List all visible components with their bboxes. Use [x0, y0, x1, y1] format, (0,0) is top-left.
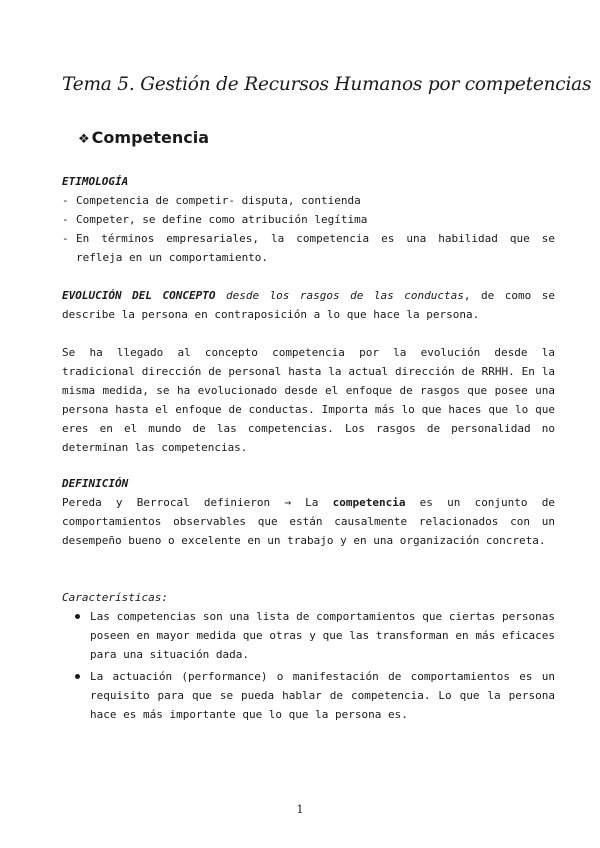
definicion-block — [62, 474, 555, 550]
list-item — [62, 667, 555, 724]
bullet-dot-icon — [75, 674, 80, 679]
list-item-text: Las competencias son una lista de comportamientos que ciertas personas poseen en mayor medida que otras y que las transforman en más eficaces para una situación dada. — [90, 610, 555, 661]
bullet-dot-icon — [75, 614, 80, 619]
definicion-label: DEFINICIÓN — [62, 477, 129, 490]
section-heading-text: Competencia — [91, 128, 210, 147]
etimologia-block — [62, 172, 555, 267]
list-item-text: En términos empresariales, la competencia es una habilidad que se refleja en un comportamiento. — [76, 232, 555, 264]
page-number: 1 — [296, 803, 304, 816]
list-item — [62, 210, 555, 229]
dash-marker: - — [62, 232, 69, 245]
evolucion-label: EVOLUCIÓN DEL CONCEPTO — [62, 289, 216, 302]
evolucion-rest: , de como se describe la persona en contraposición a lo que hace la persona. — [62, 289, 555, 321]
evolucion-italic: desde los rasgos de las conductas — [215, 289, 464, 302]
definicion-bold: competencia — [332, 496, 406, 509]
definicion-pre: Pereda y Berrocal definieron → La — [62, 496, 333, 509]
etimologia-label: ETIMOLOGÍA — [62, 175, 129, 188]
list-item-text: Competencia de competir- disputa, contienda — [76, 194, 361, 207]
caracteristicas-list — [62, 607, 555, 724]
body-paragraph: Se ha llegado al concepto competencia por la evolución desde la tradicional dirección de personal hasta la actual dirección de RRHH. En la misma medida, se ha evolucionado desde el enfoque de rasgos que posee una persona hasta el enfoque de conductas. Importa más lo que haces que lo que eres en el mundo de las competencias. Los rasgos de personalidad no determinan las competencias. — [62, 346, 555, 454]
section-heading — [78, 128, 209, 147]
definicion-post: es un conjunto de comportamientos observables que están causalmente relacionados con un desempeño bueno o excelente en un trabajo y en una organización concreta. — [62, 496, 555, 547]
list-item-text: La actuación (performance) o manifestación de comportamientos es un requisito para que se pueda hablar de competencia. Lo que la persona hace es más importante que lo que la persona es. — [90, 670, 555, 721]
list-item — [62, 229, 555, 267]
list-item — [62, 191, 555, 210]
diamond-bullet-icon: ❖ — [78, 132, 90, 147]
dash-marker: - — [62, 213, 69, 226]
definicion-text — [62, 493, 555, 550]
dash-marker: - — [62, 194, 69, 207]
list-item — [62, 607, 555, 664]
page-title: Tema 5. Gestión de Recursos Humanos por competencias — [62, 74, 592, 95]
caracteristicas-label: Características: — [62, 591, 168, 604]
list-item-text: Competer, se define como atribución legítima — [76, 213, 368, 226]
evolucion-paragraph — [62, 286, 555, 324]
